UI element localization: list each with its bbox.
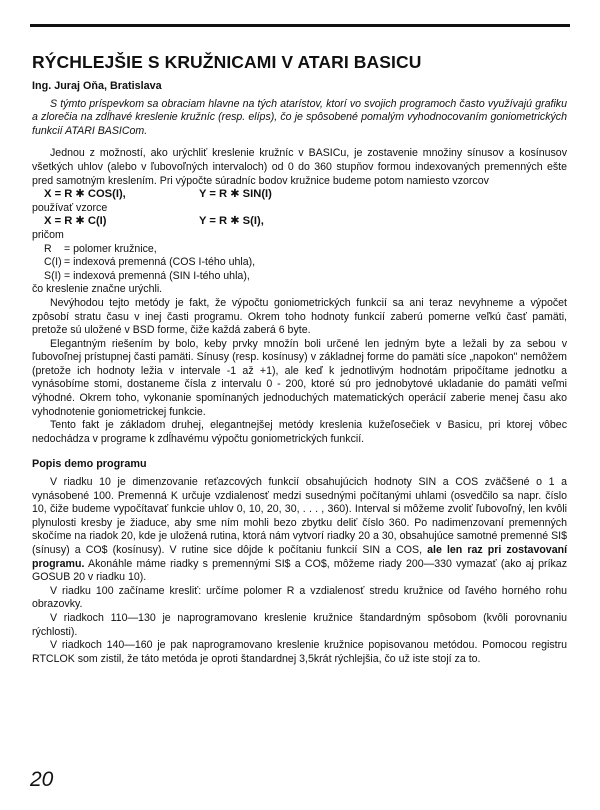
definition-symbol: R [44, 242, 52, 255]
formula-standard-y: Y = R ✱ SIN(I) [199, 188, 272, 201]
line-10-bold-text: ale len raz pri zostavovaní programu. [32, 544, 568, 570]
formula-standard [32, 188, 567, 202]
paragraph-second-method: Tento fakt je základom druhej, elegantnejšej metódy kreslenia kužeľosečiek v Basicu, pri ktorej vôbec nedochádza v programe k zdĺhavému výpočtu goniometrických funkcií. [32, 419, 567, 445]
formula-standard-x: X = R ✱ COS(I), [44, 188, 126, 201]
where-text: pričom [32, 228, 64, 241]
paragraph-elegant-solution: Elegantným riešením by bolo, keby prvky množín boli určené len jedným byte a ležali by za sebou v ľubovoľnej prístupnej časti pamäti. Sínusy (resp. kosínusy) v základnej forme do pamäti síce „napokon" nemôžem (pretože ich hodnoty ležia v intervale -1 až +1), ale keď k jednotlivým hodnotám pripočítame jednotku a vynásobíme stomi, dostaneme čísla z intervalu 0 - 200, ktoré sú pro jednobytové ukladanie do pamäti veľmi výhodné. Okrem toho, vykonanie spomínaných jednoduchých matematických operácií zaberie menej času ako vyhodnotenie goniometrickej funkcie. [32, 337, 567, 418]
paragraph-disadvantage: Nevýhodou tejto metódy je fakt, že výpočtu goniometrických funkcií sa ani teraz nevyhneme a výpočet zpôsobí stratu času v inej časti programu. Okrem toho hodnoty funkcií zaberú pomerne veľkú časť pamäti, pretože sú uložené v BSD forme, čiže každá zaberá 6 byte. [32, 296, 567, 337]
definition-row [44, 256, 567, 270]
definition-symbol: C(I) [44, 256, 62, 269]
definition-row [44, 243, 567, 257]
top-rule [30, 24, 570, 27]
paragraph-line-10 [32, 476, 567, 585]
after-definitions-text: čo kreslenie značne urýchli. [32, 283, 163, 296]
variable-definitions [44, 243, 567, 284]
line-10-text-b: Akonáhle máme riadky s premennými SI$ a CO$, môžeme riady 200—330 vymazať (ako aj príkaz GOSUB 20 v riadku 10). [32, 557, 567, 584]
definition-text: = polomer kružnice, [64, 242, 157, 255]
article-abstract: S týmto príspevkom sa obraciam hlavne na tých atarístov, ktorí vo svojich programoch často využívajú grafiku a zlorečia na zdĺhavé kreslenie kružníc (resp. elíps), čo je spôsobené pomalým vyhodnocovaním goniometrických funkcií ATARI BASICom. [32, 97, 567, 137]
article-title: RÝCHLEJŠIE S KRUŽNICAMI V ATARI BASICU [32, 52, 422, 72]
paragraph-lines-140-160: V riadkoch 140—160 je pak naprogramovano kreslenie kružnice popisovanou metódou. Pomocou registru RTCLOK som zistil, že táto metóda je oproti štandardnej 3,5krát rýchlejšia, čo už iste stojí za to. [32, 639, 567, 665]
page-number: 20 [30, 768, 54, 791]
formula-indexed-y: Y = R ✱ S(I), [199, 215, 264, 228]
formula-indexed [32, 215, 567, 229]
section-title: Popis demo programu [32, 458, 147, 471]
used-formulas-text: používať vzorce [32, 201, 108, 214]
line-10-text-a: V riadku 10 je dimenzovanie reťazcových funkcií obsahujúcich hodnoty SIN a COS zväčšené o 1 a vynásobené 100. Premenná K určuje vzdialenosť medzi susednými počítanými uhlami (osvedčilo sa napr. číslo 10, čiže budeme vypočítavať funkcie uhlov 0, 10, 20, 30, . . . , 360). Interval si môžeme zvoliť ľubovoľný, len kvôli plynulosti kresby je žiaduce, aby sme ním mohli bezo zbytku deliť číslo 360. Po nadimenzovaní premenných skočíme na riadok 20, kde je uložená rutina, ktorá nám vytvorí riadky 20 a 30, obsahujúce samotné premenné SI$ (sínusy) a CO$ (kosínusy). V rutine sice dôjde k počítaniu funkcií SIN a COS, [32, 476, 567, 556]
definition-text: = indexová premenná (SIN I-tého uhla), [64, 269, 250, 282]
definition-text: = indexová premenná (COS I-tého uhla), [64, 256, 256, 269]
definition-symbol: S(I) [44, 269, 62, 282]
formula-indexed-x: X = R ✱ C(I) [44, 215, 107, 228]
definition-row [44, 270, 567, 284]
paragraph-line-100: V riadku 100 začíname kresliť: určíme polomer R a vzdialenosť stredu kružnice od ľavého horného rohu obrazovky. [32, 584, 567, 611]
paragraph-lines-110-130: V riadkoch 110—130 je naprogramovano kreslenie kružnice štandardným spôsobom (kvôli porovnaniu rýchlosti). [32, 611, 567, 638]
article-author: Ing. Juraj Oňa, Bratislava [32, 80, 162, 92]
paragraph-intro: Jednou z možností, ako urýchliť kreslenie kružníc v BASICu, je zostavenie množiny sínusov a kosínusov všetkých uhlov (alebo v ľubovoľných intervaloch) od 0 do 360 stupňov formou indexovaných premenných ešte pred samotným kreslením. Pri výpočte súradníc bodov kružnice budeme potom namiesto vzorcov [32, 147, 567, 187]
article [32, 40, 567, 666]
